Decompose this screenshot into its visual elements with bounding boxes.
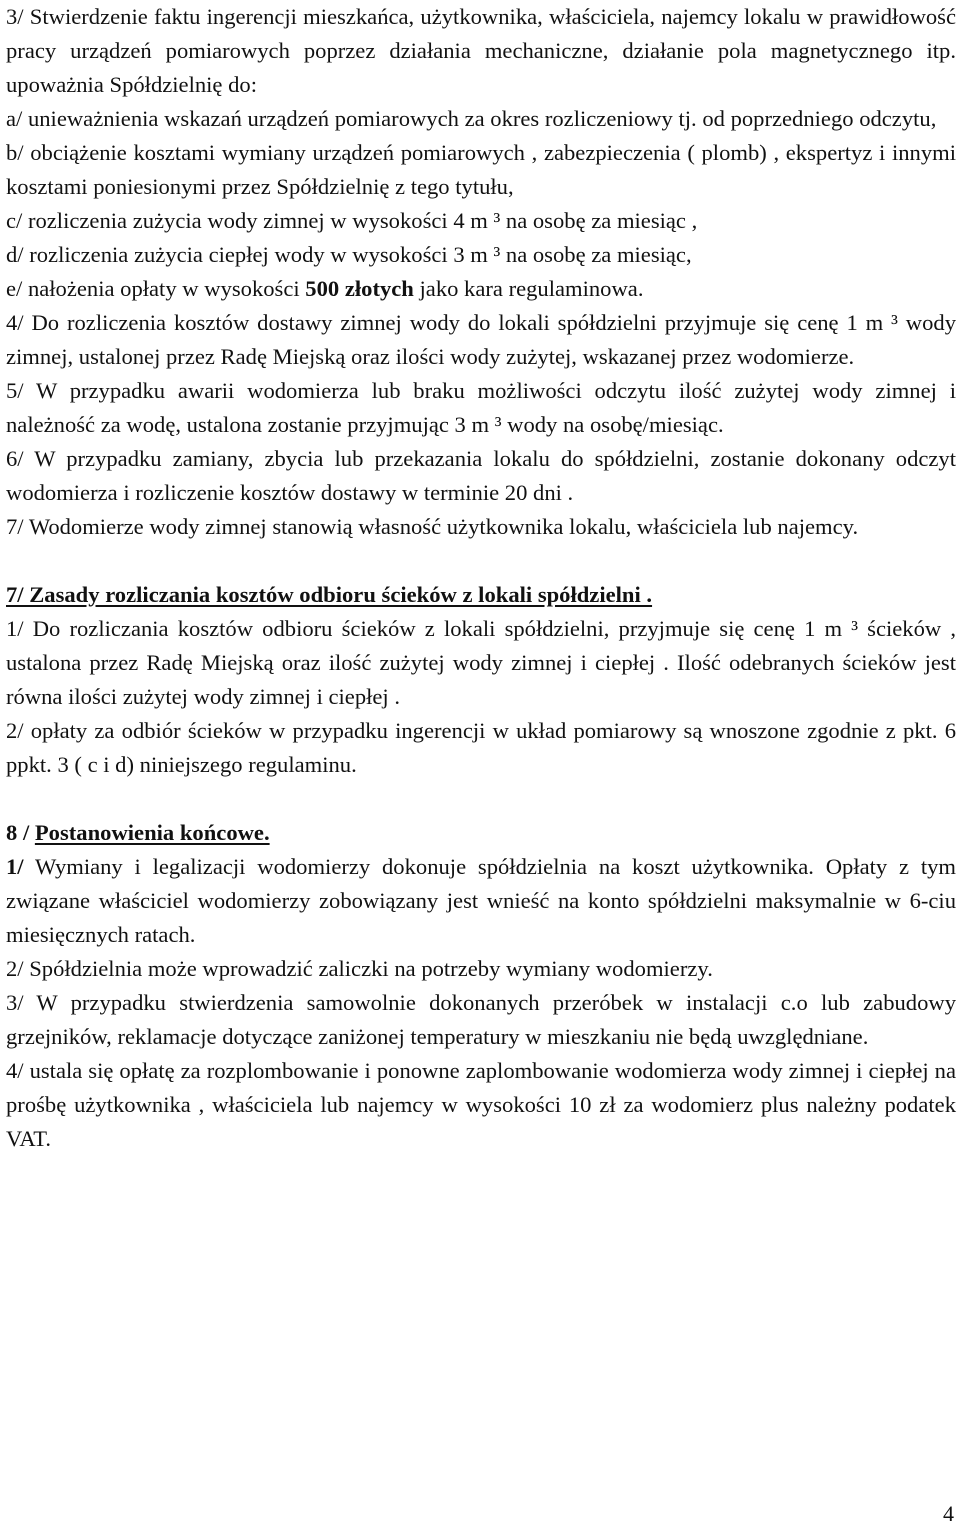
item-e-text: e/ nałożenia opłaty w wysokości [6, 276, 306, 301]
spacer [6, 782, 956, 816]
item-a: a/ unieważnienia wskazań urządzeń pomiarowych za okres rozliczeniowy tj. od poprzedniego odczytu, [6, 106, 937, 131]
item-d: d/ rozliczenia zużycia ciepłej wody w wysokości 3 m ³ na osobę za miesiąc, [6, 242, 692, 267]
section-7-heading: 7/ Zasady rozliczania kosztów odbioru ścieków z lokali spółdzielni . [6, 582, 653, 607]
item-e-suffix: jako kara regulaminowa. [413, 276, 644, 301]
section-8-paragraph-1-number: 1/ [6, 854, 24, 879]
section-8-paragraph-1-text: Wymiany i legalizacji wodomierzy dokonuje spółdzielnia na koszt użytkownika. Opłaty z tym związane właściciel wodomierzy zobowiązany jest wnieść na konto spółdzielni maksymalnie w 6-ciu miesięcznych ratach. [6, 854, 956, 947]
item-b: b/ obciążenie kosztami wymiany urządzeń pomiarowych , zabezpieczenia ( plomb) , ekspertyz i innymi kosztami poniesionymi przez Spółdzielnię z tego tytułu, [6, 140, 956, 199]
spacer [6, 544, 956, 578]
paragraph-4: 4/ Do rozliczenia kosztów dostawy zimnej wody do lokali spółdzielni przyjmuje się cenę 1 m ³ wody zimnej, ustalonej przez Radę Miejską oraz ilości wody zużytej, wskazanej przez wodomierze. [6, 310, 956, 369]
paragraph-6: 6/ W przypadku zamiany, zbycia lub przekazania lokalu do spółdzielni, zostanie dokonany odczyt wodomierza i rozliczenie kosztów dostawy w terminie 20 dni . [6, 446, 956, 505]
section-8-heading-number: 8 / [6, 820, 35, 845]
section-8-heading-text: Postanowienia końcowe. [34, 820, 270, 845]
section-8-paragraph-1 [6, 850, 956, 952]
paragraph-5: 5/ W przypadku awarii wodomierza lub braku możliwości odczytu ilość zużytej wody zimnej i należność za wodę, ustalona zostanie przyjmując 3 m ³ wody na osobę/miesiąc. [6, 378, 956, 437]
item-c: c/ rozliczenia zużycia wody zimnej w wysokości 4 m ³ na osobę za miesiąc , [6, 208, 698, 233]
section-8-heading [6, 816, 956, 850]
page-number: 4 [943, 1501, 954, 1526]
section-8-paragraph-4: 4/ ustala się opłatę za rozplombowanie i ponowne zaplombowanie wodomierza wody zimnej i ciepłej na prośbę użytkownika , właściciela lub najemcy w wysokości 10 zł za wodomierz plus należny podatek VAT. [6, 1058, 956, 1151]
paragraph-3: 3/ Stwierdzenie faktu ingerencji mieszkańca, użytkownika, właściciela, najemcy lokalu w prawidłowość pracy urządzeń pomiarowych poprzez działania mechaniczne, działanie pola magnetycznego itp. upoważnia Spółdzielnię do: [6, 4, 956, 97]
item-e-amount: 500 złotych [305, 276, 414, 301]
item-e [6, 272, 956, 306]
section-8-paragraph-3: 3/ W przypadku stwierdzenia samowolnie dokonanych przeróbek w instalacji c.o lub zabudowy grzejników, reklamacje dotyczące zaniżonej temperatury w mieszkaniu nie będą uwzględniane. [6, 990, 956, 1049]
section-8-paragraph-2: 2/ Spółdzielnia może wprowadzić zaliczki na potrzeby wymiany wodomierzy. [6, 956, 713, 981]
section-7-paragraph-1: 1/ Do rozliczania kosztów odbioru ścieków z lokali spółdzielni, przyjmuje się cenę 1 m ³ ścieków , ustalona przez Radę Miejską oraz ilość zużytej wody zimnej i ciepłej . Ilość odebranych ścieków jest równa ilości zużytej wody zimnej i ciepłej . [6, 616, 956, 709]
document-page [6, 0, 956, 1156]
section-7-paragraph-2: 2/ opłaty za odbiór ścieków w przypadku ingerencji w układ pomiarowy są wnoszone zgodnie z pkt. 6 ppkt. 3 ( c i d) niniejszego regulaminu. [6, 718, 956, 777]
paragraph-7: 7/ Wodomierze wody zimnej stanowią własność użytkownika lokalu, właściciela lub najemcy. [6, 514, 859, 539]
